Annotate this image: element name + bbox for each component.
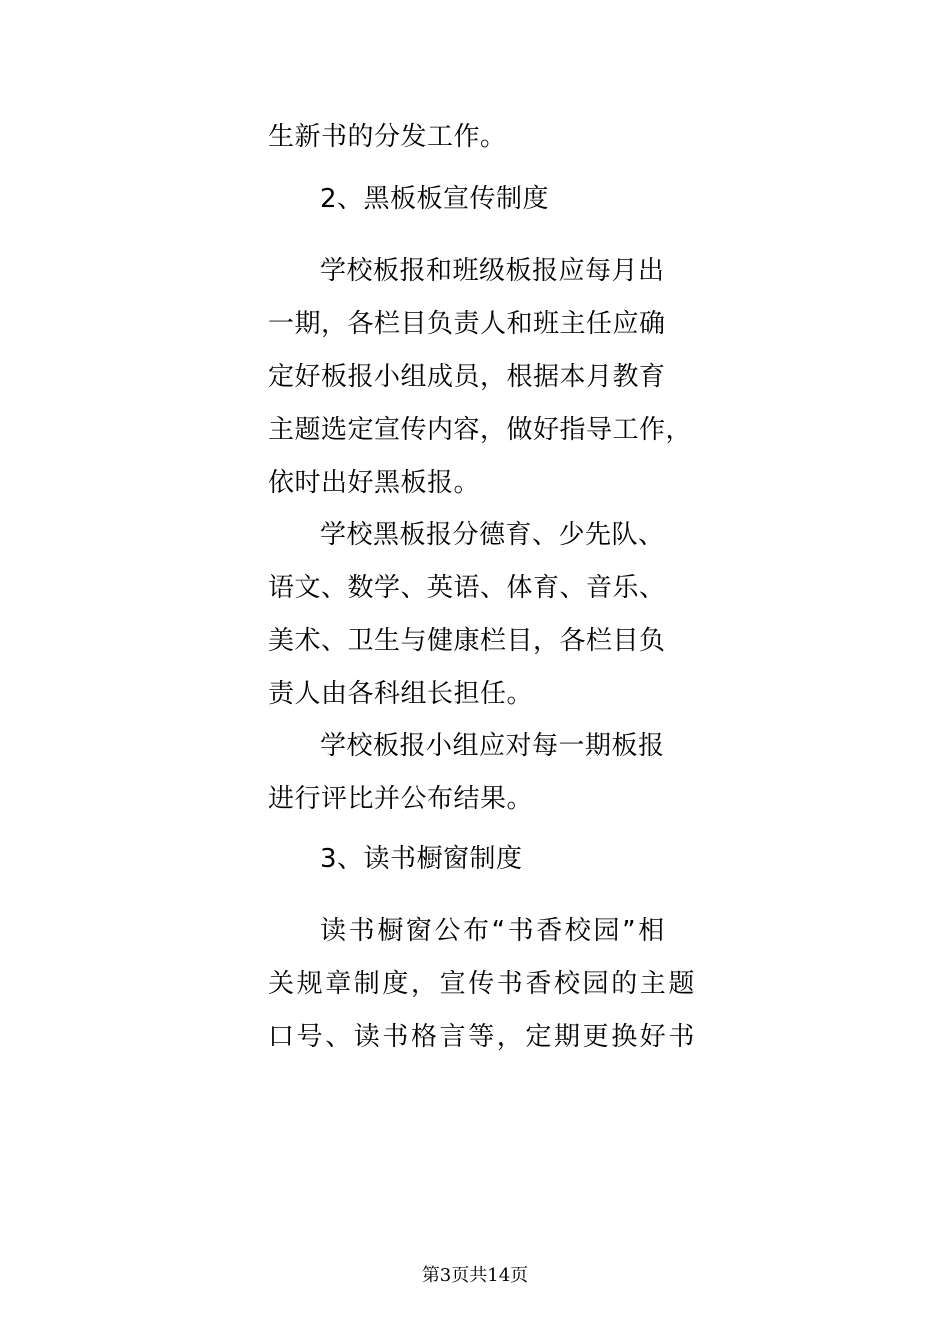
paragraph-line: 读书橱窗公布“书香校园”相 — [320, 916, 667, 946]
section-heading-blackboard: 2、黑板板宣传制度 — [320, 184, 550, 214]
paragraph-line: 美术、卫生与健康栏目，各栏目负 — [268, 626, 666, 656]
paragraph-line: 责人由各科组长担任。 — [268, 679, 534, 709]
paragraph-line: 依时出好黑板报。 — [268, 468, 481, 498]
paragraph-line: 学校黑板报分德育、少先队、 — [320, 520, 665, 550]
paragraph-line: 学校板报小组应对每一期板报 — [320, 731, 665, 761]
paragraph-line: 关规章制度，宣传书香校园的主题 — [268, 969, 698, 999]
paragraph-line: 一期，各栏目负责人和班主任应确 — [268, 309, 666, 339]
paragraph-line: 进行评比并公布结果。 — [268, 784, 534, 814]
text-line: 生新书的分发工作。 — [268, 122, 507, 152]
paragraph-line: 口号、读书格言等，定期更换好书 — [268, 1022, 698, 1052]
section-heading-reading-window: 3、读书橱窗制度 — [320, 844, 523, 874]
paragraph-line: 学校板报和班级板报应每月出 — [320, 256, 665, 286]
page-number-footer: 第3页共14页 — [421, 1265, 529, 1286]
paragraph-line: 主题选定宣传内容，做好指导工作， — [268, 415, 693, 445]
paragraph-line: 语文、数学、英语、体育、音乐、 — [268, 573, 666, 603]
paragraph-line: 定好板报小组成员，根据本月教育 — [268, 362, 666, 392]
